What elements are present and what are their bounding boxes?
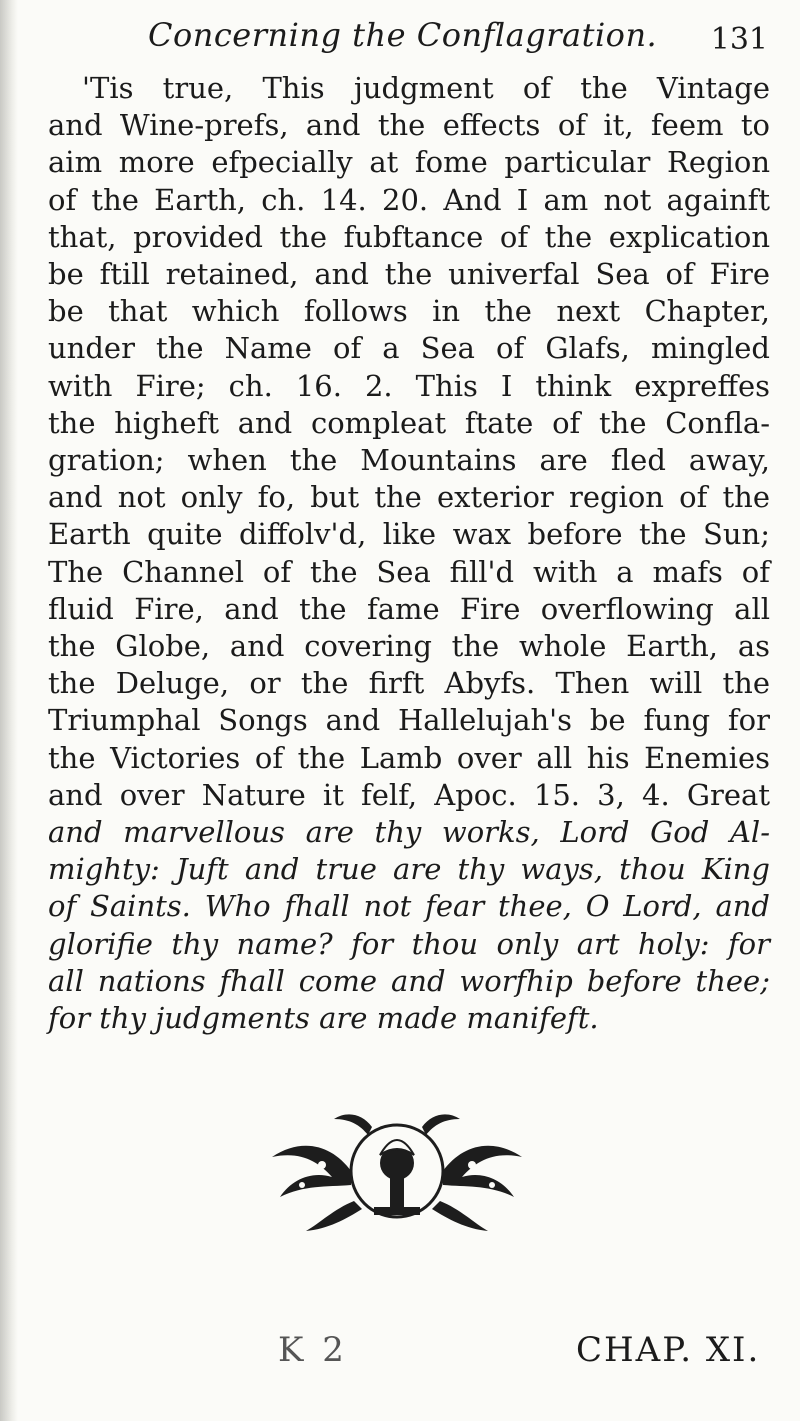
text-line: glorifie thy name? for thou only art holy: for: [48, 926, 770, 961]
text-line: and not only fo, but the exterior region of the: [48, 480, 770, 515]
text-line: 'Tis true, This judgment of the Vintage: [82, 71, 770, 105]
text-line: under the Name of a Sea of Glafs, mingled: [48, 331, 770, 366]
text-line: the higheft and compleat ftate of the Confla-: [48, 405, 770, 440]
tailpiece-ornament-icon: [262, 1105, 532, 1237]
text-line: for thy judgments are made manifeft.: [48, 1001, 599, 1036]
text-line: that, provided the fubftance of the explication: [48, 219, 770, 254]
text-line: of Saints. Who fhall not fear thee, O Lord, and: [48, 889, 770, 924]
text-line: Triumphal Songs and Hallelujah's be fung for: [48, 703, 770, 738]
catchword: CHAP. XI.: [576, 1330, 761, 1370]
page-number: 131: [710, 22, 768, 57]
text-line: aim more efpecially at fome particular Region: [48, 145, 770, 180]
signature-mark: K 2: [278, 1330, 348, 1370]
text-line: the Globe, and covering the whole Earth, as: [48, 629, 770, 664]
text-line: be that which follows in the next Chapter,: [48, 294, 770, 329]
text-line: fluid Fire, and the fame Fire overflowing all: [48, 591, 770, 626]
page-header: [148, 16, 768, 66]
text-line: and Wine-prefs, and the effects of it, feem to: [48, 108, 770, 143]
text-line: all nations fhall come and worfhip before thee;: [48, 963, 770, 998]
text-line: be ftill retained, and the univerfal Sea of Fire: [48, 257, 770, 292]
text-line: of the Earth, ch. 14. 20. And I am not againft: [48, 182, 770, 217]
running-title: Concerning the Conflagration.: [148, 16, 658, 54]
page-gutter-shadow: [0, 0, 18, 1421]
text-line: the Deluge, or the firft Abyfs. Then will the: [48, 666, 770, 701]
body-paragraph: [48, 70, 770, 1037]
text-line: mighty: Juft and true are thy ways, thou King: [48, 852, 770, 887]
text-line: Earth quite diffolv'd, like wax before the Sun;: [48, 517, 770, 552]
text-line: The Channel of the Sea fill'd with a mafs of: [48, 554, 770, 589]
text-line: and marvellous are thy works, Lord God Al-: [48, 815, 770, 850]
text-line: with Fire; ch. 16. 2. This I think expreffes: [48, 368, 770, 403]
page-footer: [0, 1330, 800, 1390]
text-line: and over Nature it felf, Apoc. 15. 3, 4. Great: [48, 777, 770, 812]
text-line: gration; when the Mountains are fled away,: [48, 443, 770, 478]
text-line: the Victories of the Lamb over all his Enemies: [48, 740, 770, 775]
